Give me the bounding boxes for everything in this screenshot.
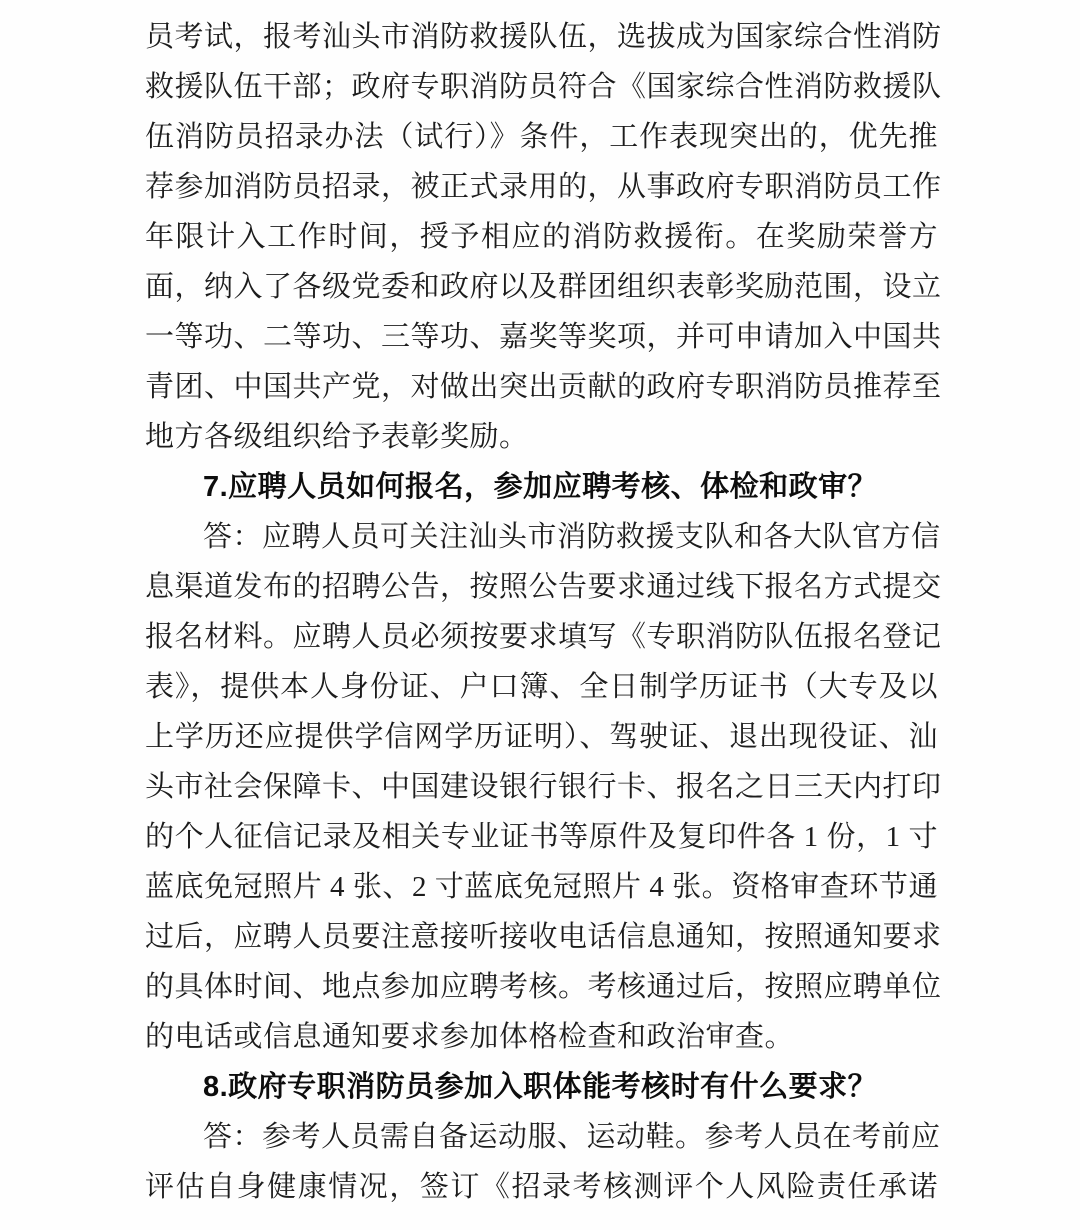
paragraph-line: 一等功、二等功、三等功、嘉奖等奖项，并可申请加入中国共 — [145, 321, 942, 353]
paragraph-line: 伍消防员招录办法（试行）》条件，工作表现突出的，优先推 — [145, 121, 938, 153]
question-heading-7: 7.应聘人员如何报名，参加应聘考核、体检和政审？ — [203, 471, 878, 503]
paragraph-line: 评估自身健康情况，签订《招录考核测评个人风险责任承诺 — [145, 1171, 938, 1203]
paragraph-line: 表》，提供本人身份证、户口簿、全日制学历证书（大专及以 — [145, 671, 938, 703]
paragraph-line: 面，纳入了各级党委和政府以及群团组织表彰奖励范围，设立 — [145, 271, 942, 303]
paragraph-line: 上学历还应提供学信网学历证明）、驾驶证、退出现役证、汕 — [145, 721, 938, 753]
paragraph-line: 员考试，报考汕头市消防救援队伍，选拔成为国家综合性消防 — [145, 21, 942, 53]
paragraph-line: 报名材料。应聘人员必须按要求填写《专职消防队伍报名登记 — [145, 621, 942, 653]
paragraph-line: 的电话或信息通知要求参加体格检查和政治审查。 — [145, 1021, 795, 1053]
paragraph-line: 过后，应聘人员要注意接听接收电话信息通知，按照通知要求 — [145, 921, 942, 953]
paragraph-line: 年限计入工作时间，授予相应的消防救援衔。在奖励荣誉方 — [145, 221, 938, 253]
paragraph-line: 荐参加消防员招录，被正式录用的，从事政府专职消防员工作 — [145, 171, 942, 203]
paragraph-line: 息渠道发布的招聘公告，按照公告要求通过线下报名方式提交 — [145, 571, 942, 603]
paragraph-line: 蓝底免冠照片 4 张、2 寸蓝底免冠照片 4 张。资格审查环节通 — [145, 871, 938, 903]
paragraph-line: 救援队伍干部；政府专职消防员符合《国家综合性消防救援队 — [145, 71, 942, 103]
paragraph-line: 的具体时间、地点参加应聘考核。考核通过后，按照应聘单位 — [145, 971, 942, 1003]
paragraph-line: 头市社会保障卡、中国建设银行银行卡、报名之日三天内打印 — [145, 771, 942, 803]
paragraph-line: 地方各级组织给予表彰奖励。 — [145, 421, 529, 453]
paragraph-line: 的个人征信记录及相关专业证书等原件及复印件各 1 份，1 寸 — [145, 821, 938, 853]
paragraph-line: 答：参考人员需自备运动服、运动鞋。参考人员在考前应 — [203, 1121, 941, 1153]
paragraph-line: 答：应聘人员可关注汕头市消防救援支队和各大队官方信 — [203, 521, 941, 553]
question-heading-8: 8.政府专职消防员参加入职体能考核时有什么要求？ — [203, 1071, 878, 1103]
paragraph-line: 青团、中国共产党，对做出突出贡献的政府专职消防员推荐至 — [145, 371, 942, 403]
